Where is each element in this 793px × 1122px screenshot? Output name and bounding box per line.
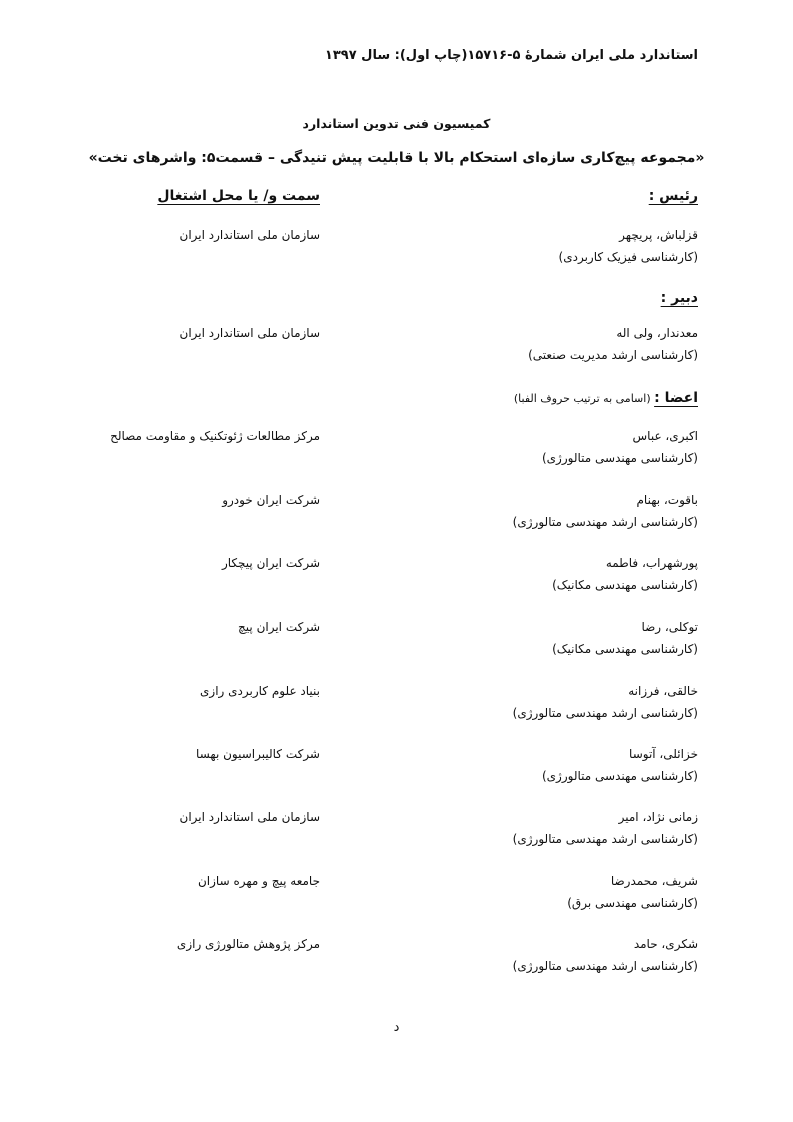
member-org: مرکز مطالعات ژئوتکنیک و مقاومت مصالح [110, 429, 320, 443]
chair-name: قزلباش، پریچهر [619, 228, 698, 242]
chair-org: سازمان ملی استاندارد ایران [179, 228, 320, 242]
member-degree: (کارشناسی مهندسی مکانیک) [552, 578, 698, 592]
secretary-org: سازمان ملی استاندارد ایران [179, 326, 320, 340]
member-name: خزائلی، آتوسا [629, 747, 698, 761]
members-order-note: (اسامی به ترتیب حروف الفبا) [513, 392, 655, 405]
member-org: شرکت ایران پیچکار [221, 556, 320, 570]
member-degree: (کارشناسی مهندسی برق) [567, 896, 698, 910]
member-org: شرکت کالیبراسیون بهسا [196, 747, 320, 761]
member-org: شرکت ایران خودرو [222, 493, 320, 507]
member-name: شکری، حامد [633, 937, 698, 951]
commission-title: کمیسیون فنی تدوین استاندارد [302, 116, 491, 131]
member-org: شرکت ایران پیچ [238, 620, 320, 634]
member-name: شریف، محمدرضا [610, 874, 698, 888]
secretary-degree: (کارشناسی ارشد مدیریت صنعتی) [528, 348, 698, 362]
chair-label: رئیس : [648, 188, 698, 204]
member-name: باقوت، بهنام [636, 493, 698, 507]
member-degree: (کارشناسی مهندسی متالورژی) [541, 451, 698, 465]
member-org: مرکز پژوهش متالورژی رازی [176, 937, 320, 951]
secretary-label: دبیر : [660, 290, 698, 306]
member-name: خالقی، فرزانه [628, 684, 698, 698]
standard-title: «مجموعه پیچ‌کاری سازه‌ای استحکام بالا با قابلیت پیش تنیدگی – قسمت۵: واشرهای تخت» [88, 150, 705, 166]
member-degree: (کارشناسی ارشد مهندسی متالورژی) [512, 706, 698, 720]
member-degree: (کارشناسی ارشد مهندسی متالورژی) [512, 832, 698, 846]
secretary-name: معدندار، ولی اله [616, 326, 698, 340]
position-column-heading: سمت و/ یا محل اشتغال [157, 188, 320, 204]
member-name: توکلی، رضا [641, 620, 698, 634]
member-org: سازمان ملی استاندارد ایران [179, 810, 320, 824]
member-name: پورشهراب، فاطمه [605, 556, 698, 570]
secretary-heading [661, 290, 698, 306]
member-name: زمانی نژاد، امیر [618, 810, 698, 824]
member-degree: (کارشناسی مهندسی مکانیک) [552, 642, 698, 656]
document-header: استاندارد ملی ایران شمارۀ ۵-۱۵۷۱۶(چاپ اول): سال ۱۳۹۷ [324, 48, 698, 63]
member-name: اکبری، عباس [632, 429, 698, 443]
page-number: د [393, 1020, 400, 1035]
members-heading [514, 390, 698, 406]
member-degree: (کارشناسی مهندسی متالورژی) [541, 769, 698, 783]
members-label: اعضا : [654, 390, 698, 406]
member-org: بنیاد علوم کاربردی رازی [200, 684, 320, 698]
chair-heading [649, 188, 698, 204]
chair-degree: (کارشناسی فیزیک کاربردی) [558, 250, 698, 264]
member-degree: (کارشناسی ارشد مهندسی متالورژی) [512, 515, 698, 529]
member-org: جامعه پیچ و مهره سازان [197, 874, 320, 888]
member-degree: (کارشناسی ارشد مهندسی متالورژی) [512, 959, 698, 973]
